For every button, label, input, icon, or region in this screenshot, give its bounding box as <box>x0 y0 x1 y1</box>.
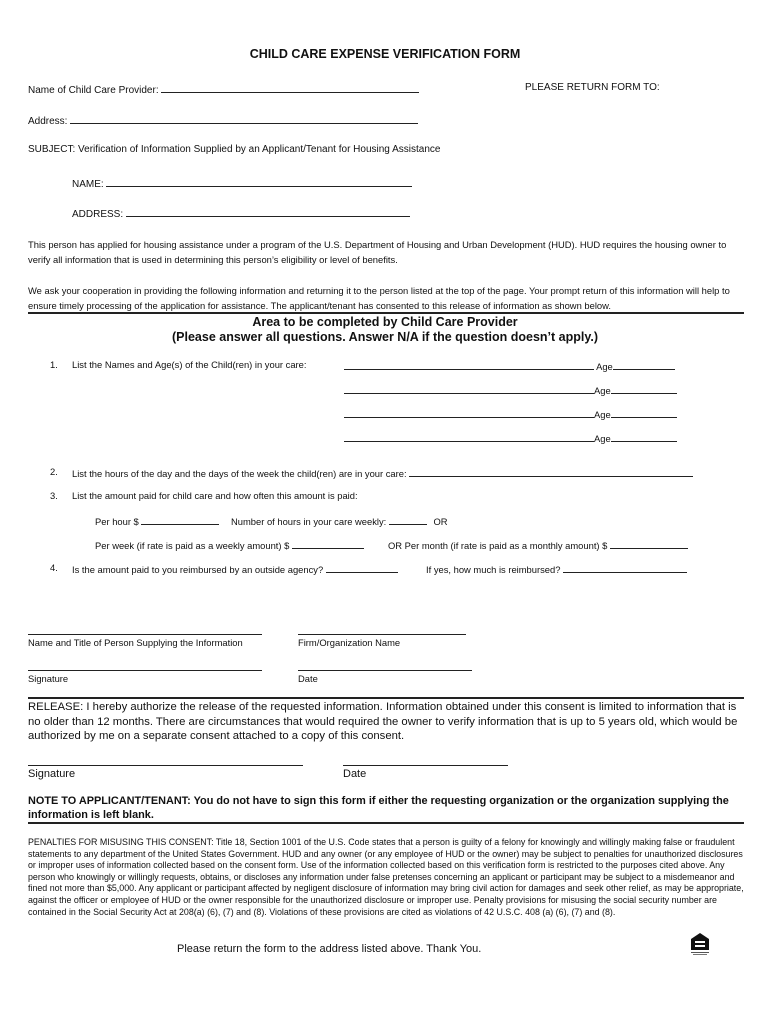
provider-name-title-line[interactable] <box>28 634 262 635</box>
q4-amount-field[interactable] <box>426 562 687 575</box>
firm-name-line[interactable] <box>298 634 466 635</box>
child-row-4[interactable] <box>344 431 677 444</box>
tenant-date-label: Date <box>343 768 367 780</box>
footer-note: Please return the form to the address listed above. Thank You. <box>177 943 482 955</box>
page-title: CHILD CARE EXPENSE VERIFICATION FORM <box>249 47 521 61</box>
section-divider <box>28 312 744 314</box>
child-name-line <box>344 359 594 370</box>
q2-field[interactable] <box>72 466 693 479</box>
provider-signature-label: Signature <box>28 673 69 684</box>
note-to-applicant: NOTE TO APPLICANT/TENANT: You do not have to sign this form if either the requesting organization or the organization supplying the information is left blank. <box>28 795 729 821</box>
child-row-3[interactable] <box>344 407 677 420</box>
child-row-1[interactable] <box>344 359 675 372</box>
per-week-field[interactable] <box>95 538 364 551</box>
firm-name-label: Firm/Organization Name <box>298 637 401 648</box>
q4-answer-line <box>326 562 398 573</box>
q1-text: List the Names and Age(s) of the Child(ren) in your care: <box>72 359 307 370</box>
per-week-label: Per week (if rate is paid as a weekly amount) $ <box>95 540 290 551</box>
age-line <box>613 359 675 370</box>
q4-amount-line <box>563 562 687 573</box>
applicant-name-line <box>106 176 412 187</box>
q2-answer-line <box>409 466 693 477</box>
child-name-line <box>344 407 594 418</box>
age-label: Age <box>596 361 613 372</box>
tenant-signature-line[interactable] <box>28 765 303 766</box>
applicant-address-field[interactable] <box>72 206 410 221</box>
tenant-date-line[interactable] <box>343 765 508 766</box>
release-divider <box>28 697 744 699</box>
per-month-field[interactable] <box>388 538 688 551</box>
provider-address-field[interactable] <box>28 113 418 128</box>
per-month-label: OR Per month (if rate is paid as a monthly amount) $ <box>388 540 608 551</box>
equal-housing-opportunity-icon <box>690 932 710 956</box>
age-label: Age <box>594 433 611 444</box>
age-line <box>611 383 677 394</box>
provider-name-field[interactable] <box>28 82 419 97</box>
return-label: PLEASE RETURN FORM TO: <box>525 82 660 93</box>
provider-name-line <box>161 82 419 93</box>
per-month-line <box>610 538 688 549</box>
applicant-name-field[interactable] <box>72 176 412 191</box>
age-line <box>611 431 677 442</box>
q4-field[interactable] <box>72 562 398 575</box>
child-row-2[interactable] <box>344 383 677 396</box>
applicant-address-line <box>126 206 410 217</box>
per-hour-field[interactable] <box>95 514 219 527</box>
intro-paragraph-2: We ask your cooperation in providing the following information and returning it to the person listed at the top of the page. Your prompt return of this information will help to ensure timely processing of the application for assistance. The applicant/tenant has consented to this release of information as shown below. <box>28 285 730 311</box>
release-text: RELEASE: I hereby authorize the release of the requested information. Information obtained under this consent is limited to information that is no older than 12 months. There are circumstances that would required the owner to verify information that is up to 5 years old, which would be authorized by me on a separate consent attached to a copy of this consent. <box>28 701 738 742</box>
q4-number: 4. <box>50 562 58 573</box>
hours-weekly-field[interactable] <box>231 514 448 527</box>
age-label: Age <box>594 409 611 420</box>
per-week-line <box>292 538 364 549</box>
or-label: OR <box>433 516 448 527</box>
child-name-line <box>344 431 594 442</box>
penalties-text: PENALTIES FOR MISUSING THIS CONSENT: Title 18, Section 1001 of the U.S. Code states that a person is guilty of a felony for knowingly and willingly making false or fraudulent statements to any department of the United States Government. HUD and any owner (or any employee of HUD or the owner) may be subject to penalties for unauthorized disclosures or improper uses of information collected based on the consent form. Use of the information collected based on this verification form is restricted to the purposes cited above. Any person who knowingly or willingly requests, obtains, or discloses any information under false pretenses concerning an applicant or participant may be subject to a misdemeanor and fined not more than $5,000. Any applicant or participant affected by negligent disclosure of information may bring civil action for damages and seek other relief, as may be appropriate, against the officer or employee of HUD or the owner responsible for the unauthorized disclosure or improper use. Penalty provisions for misusing the social security number are contained in the Social Security Act at 208(a) (6), (7) and (8). Violations of these provisions are cited as violations of 42 U.S.C. 408 (a) (6), (7) and (8). <box>28 837 744 917</box>
penalties-divider <box>28 822 744 824</box>
applicant-name-label: NAME: <box>72 179 104 190</box>
provider-address-label: Address: <box>28 116 68 127</box>
provider-section-heading: Area to be completed by Child Care Provider <box>252 315 518 329</box>
q2-text: List the hours of the day and the days of the week the child(ren) are in your care: <box>72 468 407 479</box>
child-name-line <box>344 383 594 394</box>
q4-text: Is the amount paid to you reimbursed by an outside agency? <box>72 564 324 575</box>
provider-name-label: Name of Child Care Provider: <box>28 85 159 96</box>
provider-name-title-label: Name and Title of Person Supplying the Information <box>28 637 243 648</box>
intro-paragraph-1: This person has applied for housing assistance under a program of the U.S. Department of Housing and Urban Development (HUD). HUD requires the housing owner to verify all information that is used in determining this person’s eligibility or level of benefits. <box>28 239 727 265</box>
provider-signature-line[interactable] <box>28 670 262 671</box>
provider-date-line[interactable] <box>298 670 472 671</box>
subject-line: SUBJECT: Verification of Information Supplied by an Applicant/Tenant for Housing Assistance <box>28 144 441 155</box>
per-hour-line <box>141 514 219 525</box>
q1-number: 1. <box>50 359 58 370</box>
provider-address-line <box>70 113 418 124</box>
q2-number: 2. <box>50 466 58 477</box>
per-hour-label: Per hour $ <box>95 516 139 527</box>
provider-date-label: Date <box>298 673 318 684</box>
hours-weekly-line <box>389 514 427 525</box>
q4-amount-label: If yes, how much is reimbursed? <box>426 564 561 575</box>
age-label: Age <box>594 385 611 396</box>
applicant-address-label: ADDRESS: <box>72 209 124 220</box>
provider-section-subheading: (Please answer all questions. Answer N/A if the question doesn’t apply.) <box>171 330 598 344</box>
hours-weekly-label: Number of hours in your care weekly: <box>231 516 387 527</box>
age-line <box>611 407 677 418</box>
q3-text: List the amount paid for child care and how often this amount is paid: <box>72 490 358 501</box>
q3-number: 3. <box>50 490 58 501</box>
tenant-signature-label: Signature <box>28 768 76 780</box>
